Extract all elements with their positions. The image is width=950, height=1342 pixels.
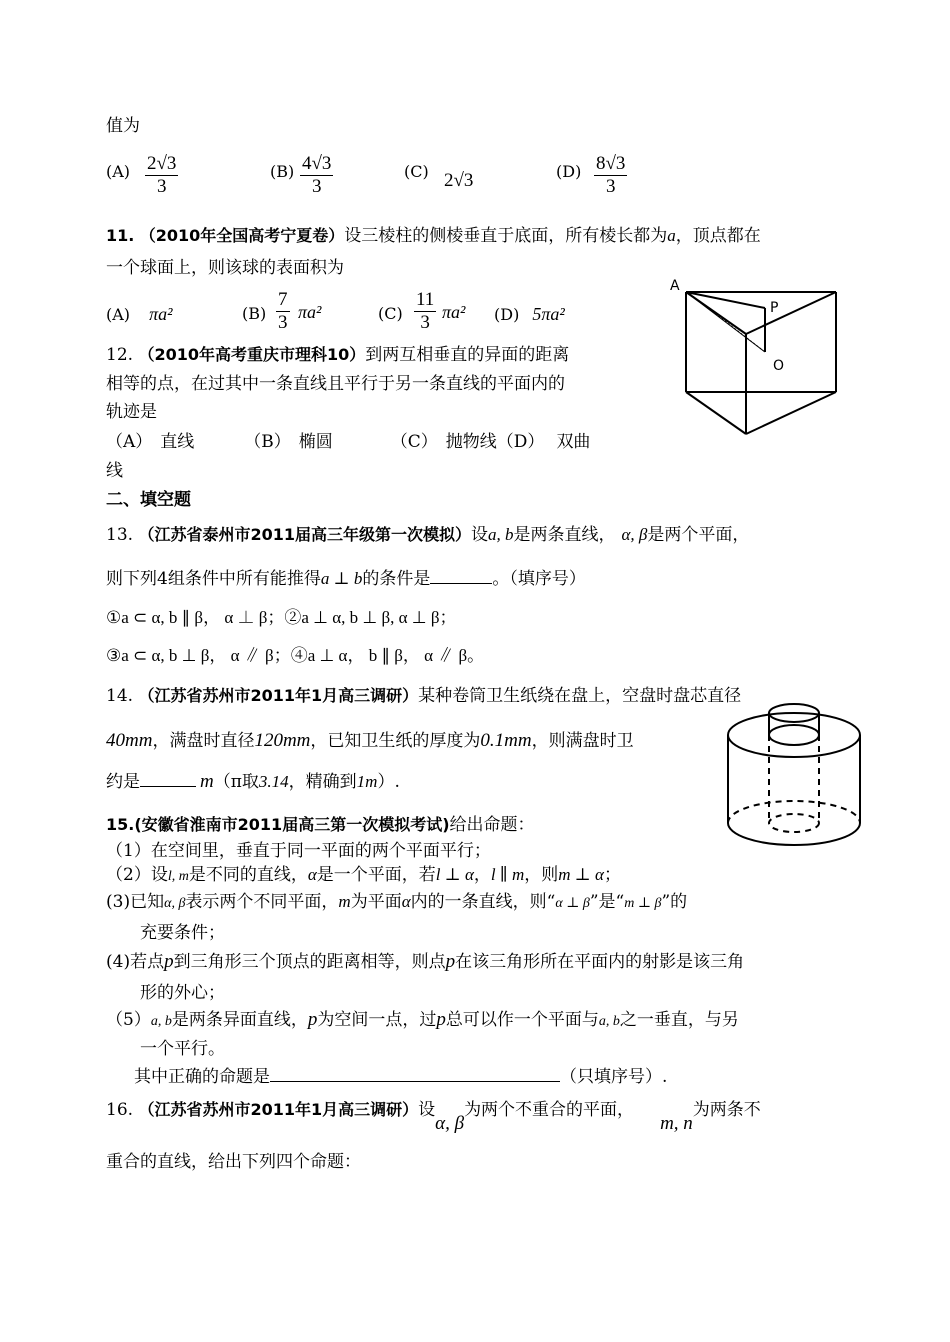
section-title: 二、填空题 [106,490,191,510]
answer-blank[interactable] [270,1081,560,1082]
q14-line1: 14. （江苏省苏州市2011年1月高三调研）某种卷筒卫生纸绕在盘上，空盘时盘芯直径 [106,686,742,706]
q10-option-c-value: 2√3 [444,170,474,191]
q15-answer: 其中正确的命题是 （只填序号）. [134,1067,668,1087]
q11-option-b-tail: πa² [298,302,322,322]
q11-option-b-fraction: $\frac{7}{3}$ [278,289,288,333]
q10-option-d-fraction: $\frac{8√3}{3}$ [596,153,626,197]
roll-figure [720,695,870,855]
q16-line2: 重合的直线，给出下列四个命题： [106,1152,361,1172]
q15-p5: （5）a, b是两条异面直线，p为空间一点，过p总可以作一个平面与a, b之一垂直，与另 [106,1009,739,1030]
q12-line2: 相等的点，在过其中一条直线且平行于另一条直线的平面内的 [106,374,565,394]
q15-p3-cont: 充要条件； [140,923,225,943]
q10-option-d: (D) [556,162,582,181]
q11-option-a: (A) πa² [106,304,173,324]
q14-line2: 40mm，满盘时直径120mm，已知卫生纸的厚度为0.1mm，则满盘时卫 [106,730,634,751]
q10-option-b-fraction: $\frac{4√3}{3}$ [302,153,332,197]
q12-line3: 轨迹是 [106,402,157,422]
vertex-a-label: A [670,278,680,294]
q11-option-c-fraction: $\frac{11}{3}$ [416,289,435,333]
q11-line2: 一个球面上，则该球的表面积为 [106,258,344,278]
q14-source: （江苏省苏州市2011年1月高三调研） [138,686,419,705]
q12-options: （A） 直线 （B） 椭圆 （C） 抛物线（D） 双曲 [106,432,591,452]
q10-option-c: (C) [404,162,429,181]
q10-option-b: (B) [270,162,295,181]
answer-blank[interactable] [140,786,196,787]
q15-p4-cont: 形的外心； [140,983,225,1003]
q15-p3: (3)已知α, β表示两个不同平面，m为平面α内的一条直线，则“α ⊥ β”是“m ⊥ β”的 [106,892,688,912]
q13-line2: 则下列4组条件中所有能推得a ⊥ b的条件是 。（填序号） [106,569,586,589]
q13-items-1: ①a ⊂ α, b ∥ β， α ⊥ β；②a ⊥ α, b ⊥ β, α ⊥ β； [106,608,457,627]
q10-tail: 值为 [106,116,140,136]
q12-wrap: 线 [106,461,123,481]
q10-option-a-fraction: $\frac{2√3}{3}$ [147,153,177,197]
q12-source: （2010年高考重庆市理科10） [138,345,366,364]
q15-p4: (4)若点p到三角形三个顶点的距离相等，则点p在该三角形所在平面内的射影是该三角 [106,951,745,972]
q11-option-b: (B) [242,304,267,323]
q13-line1: 13. （江苏省泰州市2011届高三年级第一次模拟）设a, b是两条直线， α, β是两个平面， [106,525,750,545]
q11-option-d: (D) 5πa² [494,304,565,324]
prism-figure [660,270,850,445]
q15-p2: （2）设l, m是不同的直线，α是一个平面，若l ⊥ α，l ∥ m，则m ⊥ α； [106,865,621,885]
q11-source: （2010年全国高考宁夏卷） [139,226,345,245]
option-label: (A) [106,162,131,181]
answer-blank[interactable] [430,583,492,584]
q11-line1: 11. （2010年全国高考宁夏卷）设三棱柱的侧棱垂直于底面，所有棱长都为a，顶点都在 [106,226,761,246]
point-p-label: P [770,300,779,316]
q14-line3: 约是 m（π取3.14，精确到1m）. [106,771,400,792]
q10-option-a [106,160,130,184]
q13-items-2: ③a ⊂ α, b ⊥ β， α ∥ β；④a ⊥ α， b ∥ β， α ∥ β。 [106,646,485,665]
q15-line1: 15.(安徽省淮南市2011届高三第一次模拟考试)给出命题： [106,815,535,835]
q13-source: （江苏省泰州市2011届高三年级第一次模拟） [138,525,471,544]
point-o-label: O [773,358,785,374]
q15-p5-cont: 一个平行。 [140,1039,225,1059]
q11-option-c-tail: πa² [442,302,466,322]
q15-p1: （1）在空间里，垂直于同一平面的两个平面平行； [106,841,491,861]
q16-source: （江苏省苏州市2011年1月高三调研） [138,1100,419,1119]
q12-line1: 12. （2010年高考重庆市理科10）到两互相垂直的异面的距离 [106,345,570,365]
q15-source: (安徽省淮南市2011届高三第一次模拟考试) [134,815,450,834]
q16-line1: 16. （江苏省苏州市2011年1月高三调研）设α, β为两个不重合的平面，m, n为两条不 [106,1100,761,1134]
q11-option-c: (C) [378,304,403,323]
